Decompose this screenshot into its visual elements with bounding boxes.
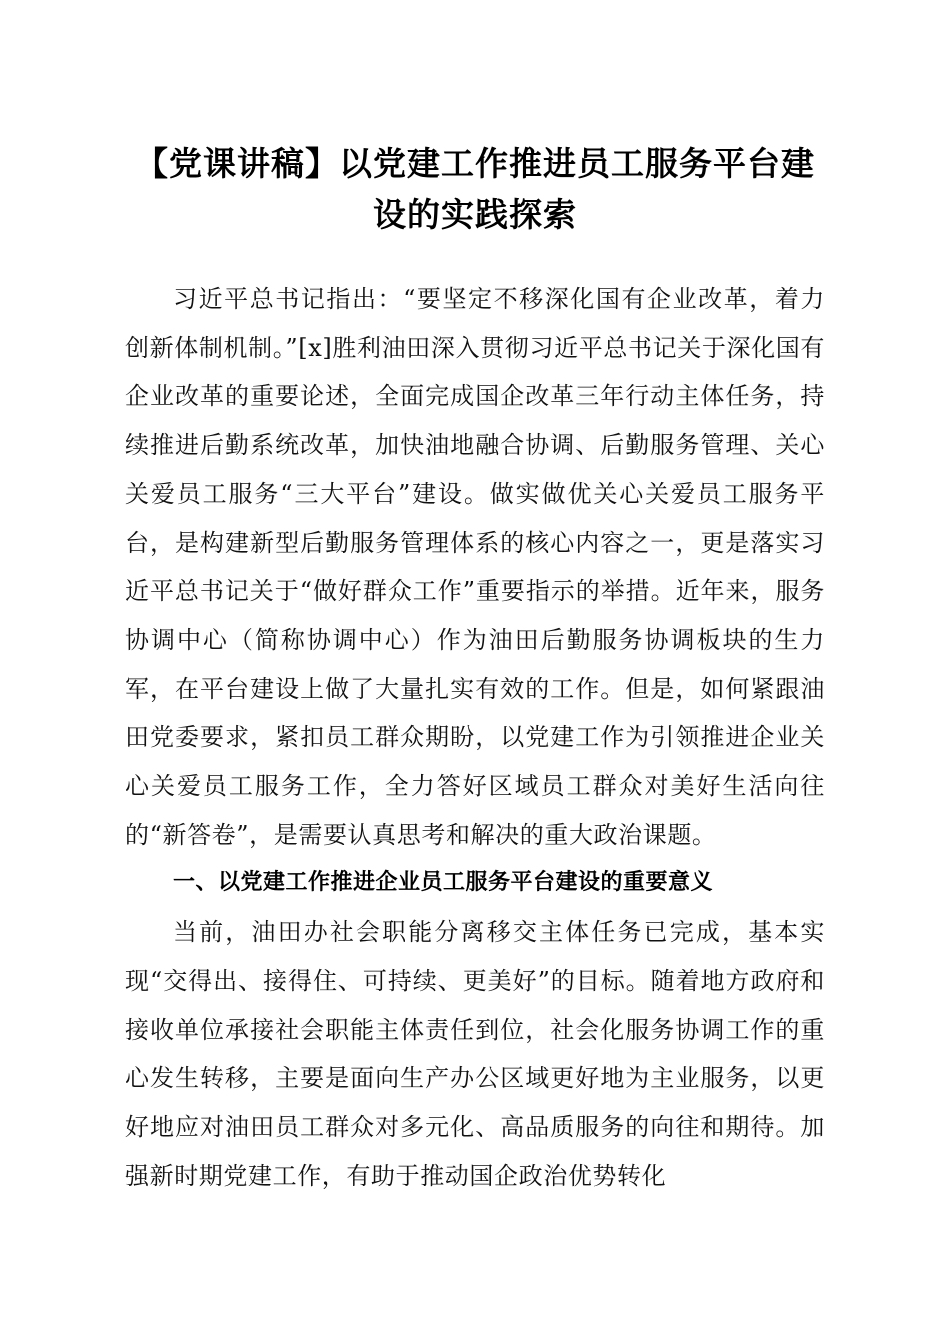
section-heading: 一、以党建工作推进企业员工服务平台建设的重要意义 [173,870,714,896]
intro-paragraph: 习近平总书记指出：“要坚定不移深化国有企业改革，着力创新体制机制。”[x]胜利油田深入贯彻习近平总书记关于深化国有企业改革的重要论述，全面完成国企改革三年行动主体任务，持续推进后勤系统改革，加快油地融合协调、后勤服务管理、关心关爱员工服务“三大平台”建设。做实做优关心关爱员工服务平台，是构建新型后勤服务管理体系的核心内容之一，更是落实习近平总书记关于“做好群众工作”重要指示的举措。近年来，服务协调中心（简称协调中心）作为油田后勤服务协调板块的生力军，在平台建设上做了大量扎实有效的工作。但是，如何紧跟油田党委要求，紧扣员工群众期盼，以党建工作为引领推进企业关心关爱员工服务工作，全力答好区域员工群众对美好生活向往的“新答卷”，是需要认真思考和解决的重大政治课题。 [125,285,825,849]
document-body [125,275,825,1200]
document-title: 【党课讲稿】以党建工作推进员工服务平台建设的实践探索 [135,144,815,234]
section-paragraph: 当前，油田办社会职能分离移交主体任务已完成，基本实现“交得出、接得住、可持续、更美好”的目标。随着地方政府和接收单位承接社会职能主体责任到位，社会化服务协调工作的重心发生转移，主要是面向生产办公区域更好地为主业服务，以更好地应对油田员工群众对多元化、高品质服务的向往和期待。加强新时期党建工作，有助于推动国企政治优势转化 [125,918,825,1190]
